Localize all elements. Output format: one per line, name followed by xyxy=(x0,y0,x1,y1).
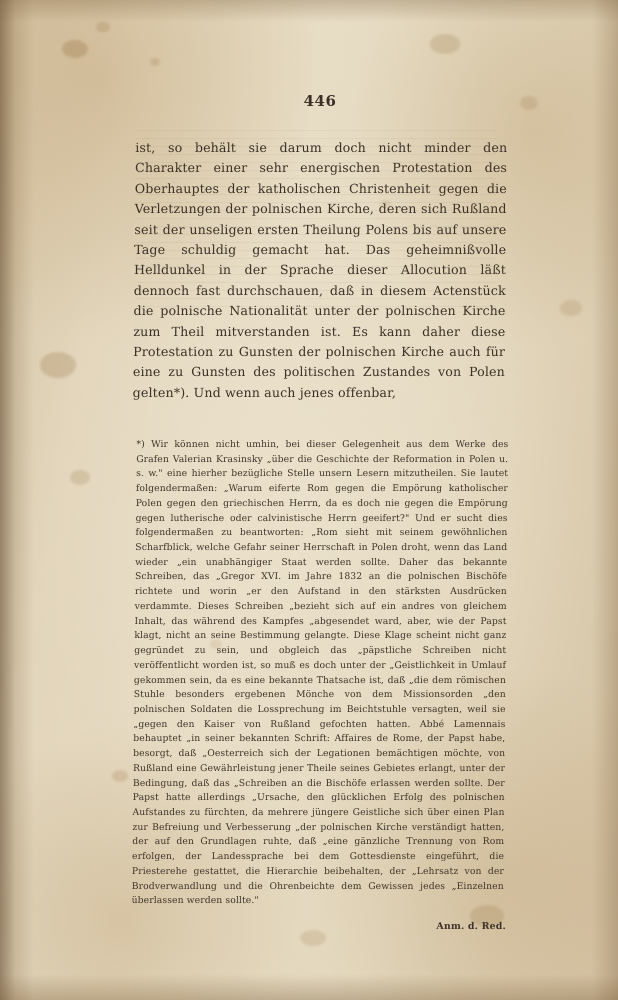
page-right-edge-shadow xyxy=(592,0,618,1000)
page-bottom-edge-shadow xyxy=(0,974,618,1000)
footnote-signature: Anm. d. Red. xyxy=(436,921,507,933)
footnote-block xyxy=(132,438,509,909)
page-number: 446 xyxy=(303,92,337,110)
page-gutter-shadow xyxy=(0,0,34,1000)
foxing-spot xyxy=(40,352,76,378)
foxing-spot xyxy=(520,96,538,110)
foxing-spot xyxy=(150,58,160,66)
foxing-spot xyxy=(560,300,582,316)
page-content xyxy=(131,92,509,933)
foxing-spot xyxy=(70,470,90,485)
foxing-spot xyxy=(430,34,460,54)
foxing-spot xyxy=(300,930,326,946)
foxing-spot xyxy=(112,770,128,782)
page-top-edge-shadow xyxy=(0,0,618,22)
body-paragraph: ist, so behält sie darum doch nicht minder den Charakter einer sehr energischen Protestation des Oberhauptes der katholischen Christenheit gegen die Verletzungen der polnischen Kirche, deren sich Rußland seit der unseligen ersten Theilung Polens bis auf unsere Tage schuldig gemacht hat. Das geheimnißvolle Helldunkel in der Sprache dieser Allocution läßt dennoch fast durchschauen, daß in diesem Actenstück die polnische Nationalität unter der polnischen Kirche zum Theil mitverstanden ist. Es kann daher diese Protestation zu Gunsten der polnischen Kirche auch für eine zu Gunsten des politischen Zustandes von Polen gelten*). Und wenn auch jenes offenbar, xyxy=(132,140,508,400)
body-text-block xyxy=(133,138,508,403)
footnote-paragraph: *) Wir können nicht umhin, bei dieser Gelegenheit aus dem Werke des Grafen Valerian Krasinsky „über die Geschichte der Reformation in Polen u. s. w." eine hierher bezügliche Stelle unsern Lesern mitzutheilen. Sie lautet folgendermaßen: „Warum eiferte Rom gegen die Empörung katholischer Polen gegen den griechischen Herrn, da es doch nie gegen die Empörung gegen lutherische oder calvinistische Herrn geeifert?" Und er sucht dies folgendermaßen zu beantworten: „Rom sieht mit seinem gewöhnlichen Scharfblick, welche Gefahr seiner Herrschaft in Polen droht, wenn das Land wieder „ein unabhängiger Staat werden sollte. Daher das bekannte Schreiben, das „Gregor XVI. im Jahre 1832 an die polnischen Bischöfe richtete und worin „er den Aufstand in den stärksten Ausdrücken verdammte. Dieses Schreiben „bezieht sich auf ein andres von gleichem Inhalt, das während des Kampfes „abgesendet ward, aber, wie der Papst klagt, nicht an seine Bestimmung gelangte. Diese Klage scheint nicht ganz gegründet zu sein, und obgleich das „päpstliche Schreiben nicht veröffentlicht worden ist, so muß es doch unter der „Geistlichkeit in Umlauf gekommen sein, da es eine bekannte Thatsache ist, daß „die dem römischen Stuhle besonders ergebenen Mönche von dem Missionsorden „den polnischen Soldaten die Lossprechung im Beichtstuhle versagten, weil sie „gegen den Kaiser von Rußland gefochten hatten. Abbé Lamennais behauptet „in seiner bekannten Schrift: Affaires de Rome, der Papst habe, besorgt, daß „Oesterreich sich der Legationen bemächtigen möchte, von Rußland eine Gewährleistung jener Theile seines Gebietes erlangt, unter der Bedingung, daß das „Schreiben an die Bischöfe erlassen werden sollte. Der Papst hatte allerdings „Ursache, den glücklichen Erfolg des polnischen Aufstandes zu fürchten, da mehrere jüngere Geistliche sich über einen Plan zur Befreiung und Verbesserung „der polnischen Kirche verständigt hatten, der auf den Grundlagen ruhte, daß „eine gänzliche Trennung von Rom erfolgen, der Landessprache bei dem Gottesdienste eingeführt, die Priesterehe gestattet, die Hierarchie beibehalten, der „Lehrsatz von der Brodverwandlung und die Ohrenbeichte dem Gewissen jedes „Einzelnen überlassen werden sollte." xyxy=(131,439,509,907)
foxing-spot xyxy=(62,40,88,58)
footnote-separator-rule xyxy=(134,429,506,430)
foxing-spot xyxy=(96,22,110,32)
